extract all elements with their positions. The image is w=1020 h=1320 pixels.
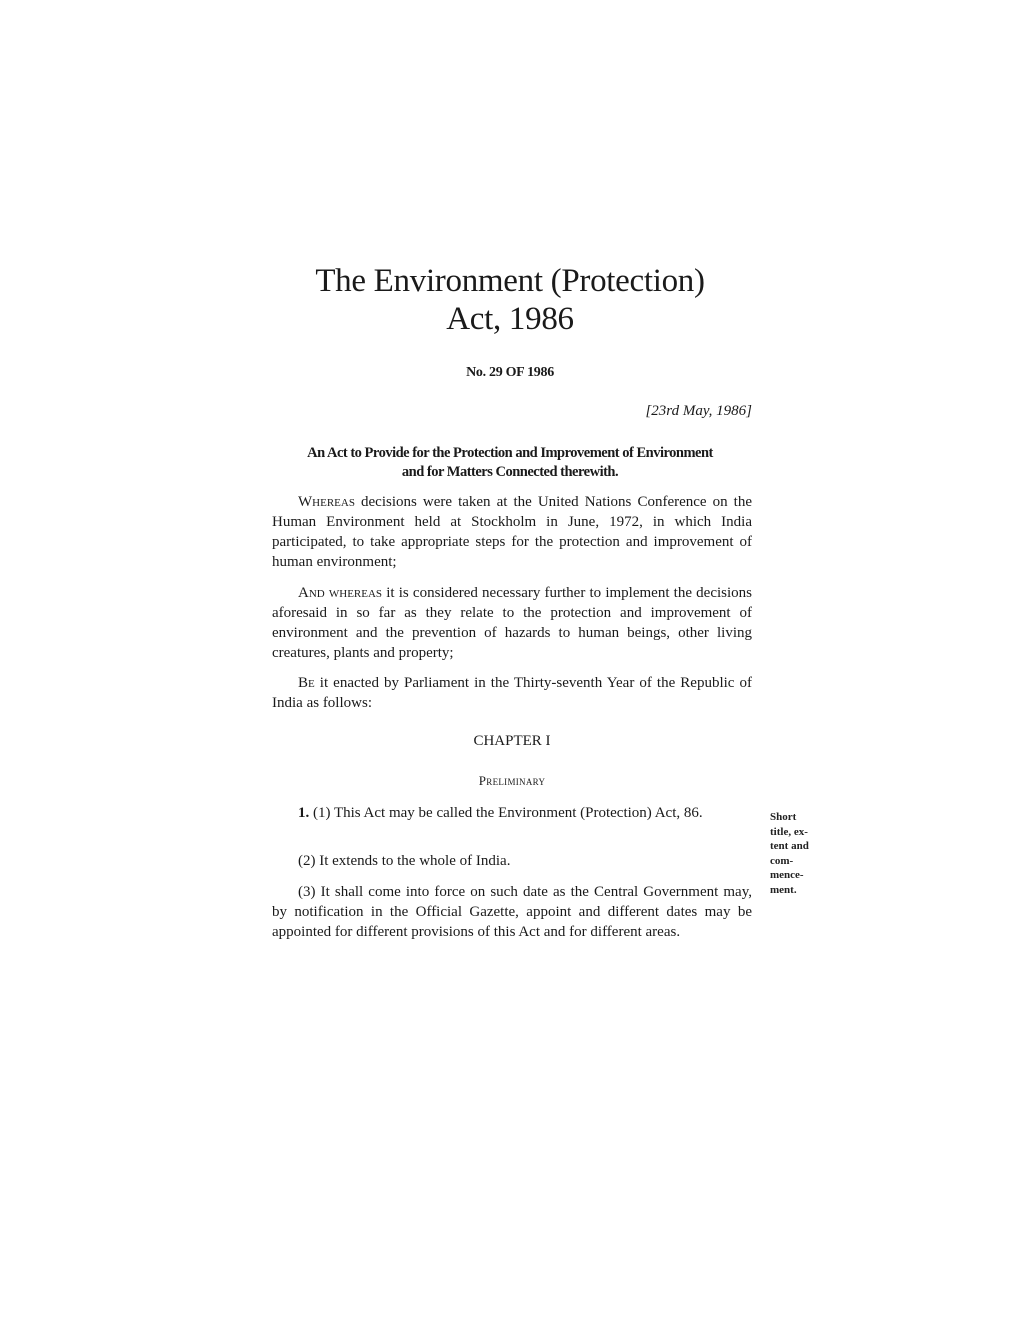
section-text: (1) This Act may be called the Environment (Protection) Act, 86. (309, 805, 703, 821)
act-title-line2: Act, 1986 (446, 301, 574, 337)
act-title-line1: The Environment (Protection) (315, 263, 705, 299)
preamble-text: it enacted by Parliament in the Thirty-seventh Year of the Republic of India as follows: (272, 675, 752, 711)
margin-note-line: com- (770, 854, 794, 867)
margin-note-line: tent and (770, 840, 809, 852)
enacting-clause (272, 673, 752, 713)
preamble-whereas (272, 492, 752, 572)
chapter-subheading: Preliminary (478, 773, 546, 788)
margin-note-line: ment. (770, 883, 797, 896)
preamble-text: it is considered necessary further to implement the decisions aforesaid in so far as they relate to the protection and improvement of environment and the prevention of hazards to human beings, other living creatures, plants and property; (272, 585, 752, 661)
margin-note-line: title, ex- (770, 825, 808, 838)
act-title (240, 262, 780, 338)
preamble-lead: Be (298, 675, 315, 691)
act-date: [23rd May, 1986] (645, 403, 752, 419)
preamble-text: decisions were taken at the United Nations Conference on the Human Environment held at Stockholm in June, 1972, in which India participated, to take appropriate steps for the protection and improvement of human environment; (272, 494, 752, 570)
section-1-sub-1 (272, 803, 752, 823)
chapter-heading: CHAPTER I (473, 733, 551, 749)
section-1-sub-3: (3) It shall come into force on such date as the Central Government may, by notification in the Official Gazette, appoint and different dates may be appointed for different provisions of this Act and for different areas. (272, 884, 752, 940)
preamble-and-whereas (272, 583, 752, 663)
long-title (262, 444, 758, 482)
preamble-lead: Whereas (298, 494, 355, 510)
act-number: No. 29 OF 1986 (466, 365, 554, 380)
preamble-lead: And whereas (298, 585, 383, 601)
margin-note-line: Short (770, 811, 797, 823)
margin-note-line: mence- (770, 869, 804, 881)
margin-note (770, 810, 832, 897)
section-1-sub-2: (2) It extends to the whole of India. (298, 853, 511, 869)
section-number: 1. (298, 805, 310, 821)
long-title-line1: An Act to Provide for the Protection and Improvement of Environment (307, 445, 713, 461)
long-title-line2: and for Matters Connected therewith. (401, 464, 619, 480)
